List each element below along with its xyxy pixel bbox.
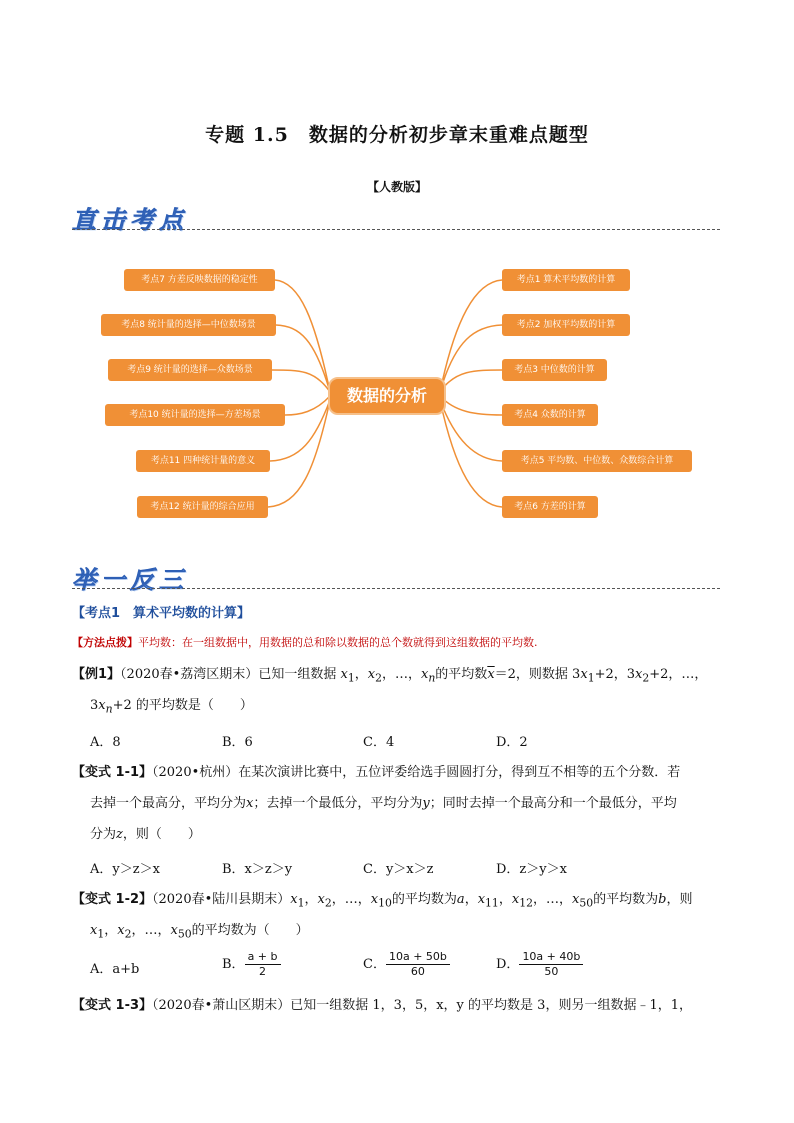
mindmap-node-11: 考点11 四种统计量的意义 — [136, 450, 270, 472]
variant-1-1-line1 — [72, 763, 680, 783]
variant-1-1-line3: 分为z，则（ ） — [90, 827, 201, 842]
fraction-denominator: 60 — [410, 965, 425, 978]
fraction-denominator: 50 — [544, 965, 559, 978]
example-text: ＝2，则数据 3 — [494, 667, 581, 682]
mindmap-node-12: 考点12 统计量的综合应用 — [137, 496, 268, 518]
example-text: +2 的平均数是（ ） — [112, 698, 253, 713]
example-source: （2020春•荔湾区期末） — [120, 667, 259, 682]
variant-text: 在某次演讲比赛中，五位评委给选手圆圆打分，得到互不相等的五个分数．若 — [238, 765, 681, 780]
connector-right-4 — [440, 396, 502, 415]
option-d: D．2 — [496, 735, 528, 750]
fraction-numerator: a + b — [245, 950, 281, 965]
variant-1-1-line2: 去掉一个最高分，平均分为x；去掉一个最低分，平均分为y；同时去掉一个最高分和一个最低分，平均 — [90, 796, 677, 811]
banner-direct-points: 直击考点 — [72, 206, 188, 234]
example-text: 的平均数 — [435, 667, 488, 682]
variant-text: 的平均数为 — [593, 892, 659, 907]
variant-text: 的平均数为（ ） — [191, 923, 309, 938]
page-subtitle: 【人教版】 — [366, 180, 427, 194]
variant-text: 的平均数为 — [391, 892, 457, 907]
option-b — [222, 950, 281, 979]
mindmap-node-4: 考点4 众数的计算 — [502, 404, 598, 426]
connector-right-6 — [440, 400, 502, 507]
variant-text: ，则（ ） — [122, 827, 201, 842]
variant-text: 分为 — [90, 827, 117, 842]
mindmap-node-8: 考点8 统计量的选择—中位数场景 — [101, 314, 276, 336]
mindmap-node-1: 考点1 算术平均数的计算 — [502, 269, 630, 291]
option-d: D．z＞y＞x — [496, 862, 567, 877]
variant-text: ；同时去掉一个最高分和一个最低分，平均 — [429, 796, 677, 811]
example-text: +2，3 — [594, 667, 636, 682]
mindmap-node-2: 考点2 加权平均数的计算 — [502, 314, 630, 336]
mindmap-center-node: 数据的分析 — [328, 377, 446, 415]
option-a: A．a+b — [90, 962, 140, 977]
fraction-denominator: 2 — [259, 965, 267, 978]
fraction-numerator: 10a + 50b — [386, 950, 450, 965]
variant-text: 去掉一个最高分，平均分为 — [90, 796, 247, 811]
option-c: C．4 — [363, 735, 395, 750]
method-label: 【方法点拨】 — [72, 636, 138, 649]
fraction-numerator: 10a + 40b — [519, 950, 583, 965]
option-a: A．8 — [90, 735, 121, 750]
option-b: B．x＞z＞y — [222, 862, 293, 877]
option-a: A．y＞z＞x — [90, 862, 160, 877]
banner-divider — [72, 588, 720, 589]
variant-1-3-line1 — [72, 996, 692, 1016]
mindmap-node-9: 考点9 统计量的选择—众数场景 — [108, 359, 272, 381]
example-text: +2，…， — [649, 667, 708, 682]
mindmap-node-3: 考点3 中位数的计算 — [502, 359, 607, 381]
variant-label: 【变式 1-1】 — [72, 765, 153, 780]
method-text: 平均数：在一组数据中，用数据的总和除以数据的总个数就得到这组数据的平均数. — [138, 636, 538, 649]
section-heading: 【考点1 算术平均数的计算】 — [72, 606, 251, 621]
option-c — [363, 950, 450, 979]
page-title: 专题 1.5 数据的分析初步章末重难点题型 — [205, 124, 589, 146]
example-1-line1: 【例1】（2020春•荔湾区期末）已知一组数据 $x_1$，$x_2$，…，$x_n$的平均数$\overline{x}=2$，则数据 $3x_1+2$，$3x_2+2$，…， — [72, 667, 708, 685]
variant-source: （2020•杭州） — [152, 765, 239, 780]
option-b-label: B． — [222, 957, 245, 972]
mindmap-node-10: 考点10 统计量的选择—方差场景 — [105, 404, 285, 426]
option-b: B．6 — [222, 735, 253, 750]
fraction-c — [386, 950, 450, 979]
option-c-label: C． — [363, 957, 386, 972]
option-d — [496, 950, 583, 979]
banner-practice: 举一反三 — [72, 566, 188, 594]
variant-source: （2020春•萧山区期末） — [152, 998, 291, 1013]
connector-left-4 — [285, 396, 330, 415]
option-c: C．y＞x＞z — [363, 862, 434, 877]
example-label: 【例1】 — [72, 667, 121, 682]
variant-source: （2020春•陆川县期末） — [152, 892, 291, 907]
example-text: 已知一组数据 — [258, 667, 337, 682]
mindmap-node-7: 考点7 方差反映数据的稳定性 — [124, 269, 275, 291]
variant-1-2-line2: $x_1$，$x_2$，…，$x_{50}$的平均数为（ ） — [90, 923, 309, 941]
variant-text: ，则 — [666, 892, 693, 907]
example-1-line2: $3x_n+2$ 的平均数是（ ） — [90, 698, 253, 716]
connector-left-3 — [272, 370, 330, 392]
mindmap-node-5: 考点5 平均数、中位数、众数综合计算 — [502, 450, 692, 472]
fraction-b — [245, 950, 281, 979]
method-tip — [72, 634, 538, 650]
variant-text: ；去掉一个最低分，平均分为 — [253, 796, 423, 811]
variant-text: 已知一组数据 1，3，5，x，y 的平均数是 3，则另一组数据﹣1，1， — [290, 998, 692, 1013]
variant-label: 【变式 1-2】 — [72, 892, 153, 907]
connector-right-3 — [440, 370, 502, 392]
mindmap-node-6: 考点6 方差的计算 — [502, 496, 598, 518]
option-d-label: D． — [496, 957, 520, 972]
variant-1-2-line1: 【变式 1-2】（2020春•陆川县期末）$x_1$，$x_2$，…，$x_{10}$的平均数为a，$x_{11}$，$x_{12}$，…，$x_{50}$的平均数为b，则 — [72, 892, 693, 910]
variant-label: 【变式 1-3】 — [72, 998, 153, 1013]
fraction-d — [519, 950, 583, 979]
connector-right-5 — [440, 400, 502, 461]
